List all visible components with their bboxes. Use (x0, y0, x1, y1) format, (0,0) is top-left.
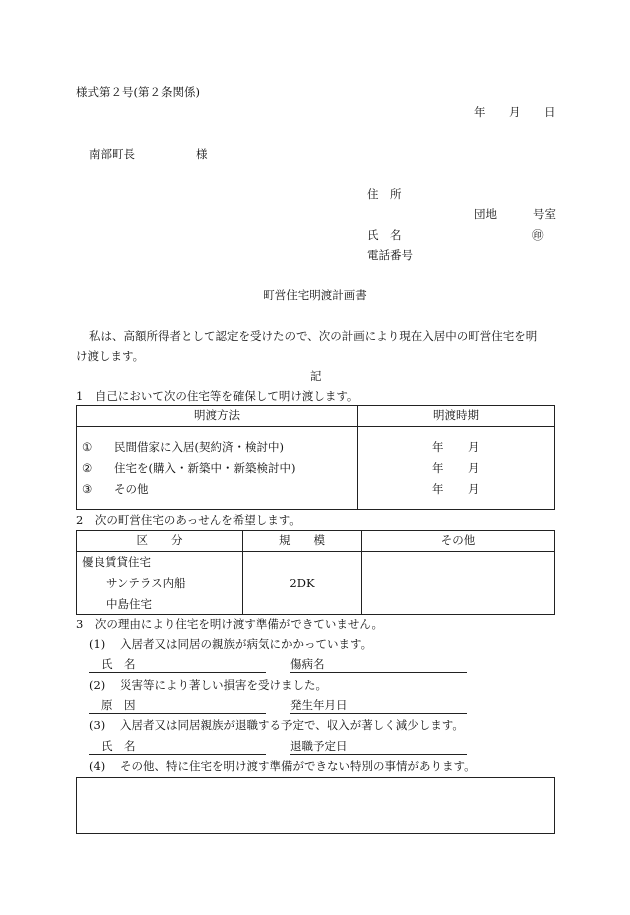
item1-field1-line[interactable] (89, 672, 266, 673)
section2-table (76, 530, 555, 615)
col-scale-header: 規 模 (243, 531, 362, 552)
item4-number: (4) (89, 759, 106, 773)
item1-field2-label: 傷病名 (290, 657, 325, 671)
intro-line-1: 私は、高額所得者として認定を受けたので、次の計画により現在入居中の町営住宅を明 (89, 329, 538, 343)
method-text-3: その他 (114, 482, 149, 496)
item2-text: 災害等により著しい損害を受けました。 (120, 678, 327, 692)
col-method-header: 明渡方法 (77, 406, 358, 427)
section3-heading: 3 次の理由により住宅を明け渡す準備ができていません。 (76, 617, 384, 631)
item4-text: その他、特に住宅を明け渡す準備ができない特別の事情があります。 (120, 759, 476, 773)
item3-field1-line[interactable] (89, 754, 266, 755)
item2-field1-label: 原 因 (101, 698, 136, 712)
item2-number: (2) (89, 678, 106, 692)
method-mark-3: ③ (82, 482, 93, 496)
period-month-1: 月 (468, 440, 480, 454)
period-month-3: 月 (468, 482, 480, 496)
document-title: 町営住宅明渡計画書 (263, 288, 367, 302)
period-cell (358, 427, 555, 510)
addressee-name: 南部町長 (89, 147, 135, 161)
intro-line-2: け渡します。 (76, 349, 145, 363)
method-mark-1: ① (82, 440, 93, 454)
item2-field2-label: 発生年月日 (290, 698, 348, 712)
addressee-honorific: 様 (196, 147, 208, 161)
name-label: 氏 名 (367, 228, 402, 242)
date-day: 日 (544, 105, 556, 119)
method-text-1: 民間借家に入居(契約済・検討中) (114, 440, 284, 454)
item1-field2-line[interactable] (290, 672, 467, 673)
category-line-3: 中島住宅 (106, 597, 152, 611)
form-number: 様式第２号(第２条関係) (76, 85, 200, 99)
seal-icon: ㊞ (532, 228, 544, 242)
ki-label: 記 (310, 369, 322, 383)
item1-number: (1) (89, 637, 106, 651)
room-label: 号室 (533, 207, 556, 221)
category-cell (77, 552, 243, 615)
col-period-header: 明渡時期 (358, 406, 555, 427)
phone-label: 電話番号 (367, 248, 413, 262)
method-text-2: 住宅を(購入・新築中・新築検討中) (114, 461, 296, 475)
method-cell (77, 427, 358, 510)
col-category-header: 区 分 (77, 531, 243, 552)
item1-field1-label: 氏 名 (101, 657, 136, 671)
date-month: 月 (509, 105, 521, 119)
period-year-3: 年 (432, 482, 444, 496)
scale-value: 2DK (289, 576, 315, 590)
item3-number: (3) (89, 718, 106, 732)
method-mark-2: ② (82, 461, 93, 475)
section1-table (76, 405, 555, 510)
other-cell (362, 552, 555, 615)
item2-field1-line[interactable] (89, 713, 266, 714)
item1-text: 入居者又は同居の親族が病気にかかっています。 (120, 637, 373, 651)
item3-text: 入居者又は同居親族が退職する予定で、収入が著しく減少します。 (120, 718, 464, 732)
scale-cell (243, 552, 362, 615)
complex-label: 団地 (474, 207, 497, 221)
period-month-2: 月 (468, 461, 480, 475)
category-line-2: サンテラス内船 (106, 576, 186, 590)
item3-field2-label: 退職予定日 (290, 739, 348, 753)
period-year-2: 年 (432, 461, 444, 475)
col-other-header: その他 (362, 531, 555, 552)
period-year-1: 年 (432, 440, 444, 454)
category-line-1: 優良賃貸住宅 (82, 555, 151, 569)
date-year: 年 (474, 105, 486, 119)
section1-heading: 1 自己において次の住宅等を確保して明け渡します。 (76, 389, 359, 403)
address-label: 住 所 (367, 187, 402, 201)
special-circumstances-box[interactable] (76, 777, 555, 834)
section2-heading: 2 次の町営住宅のあっせんを希望します。 (76, 513, 301, 527)
item3-field2-line[interactable] (290, 754, 467, 755)
item2-field2-line[interactable] (290, 713, 467, 714)
item3-field1-label: 氏 名 (101, 739, 136, 753)
